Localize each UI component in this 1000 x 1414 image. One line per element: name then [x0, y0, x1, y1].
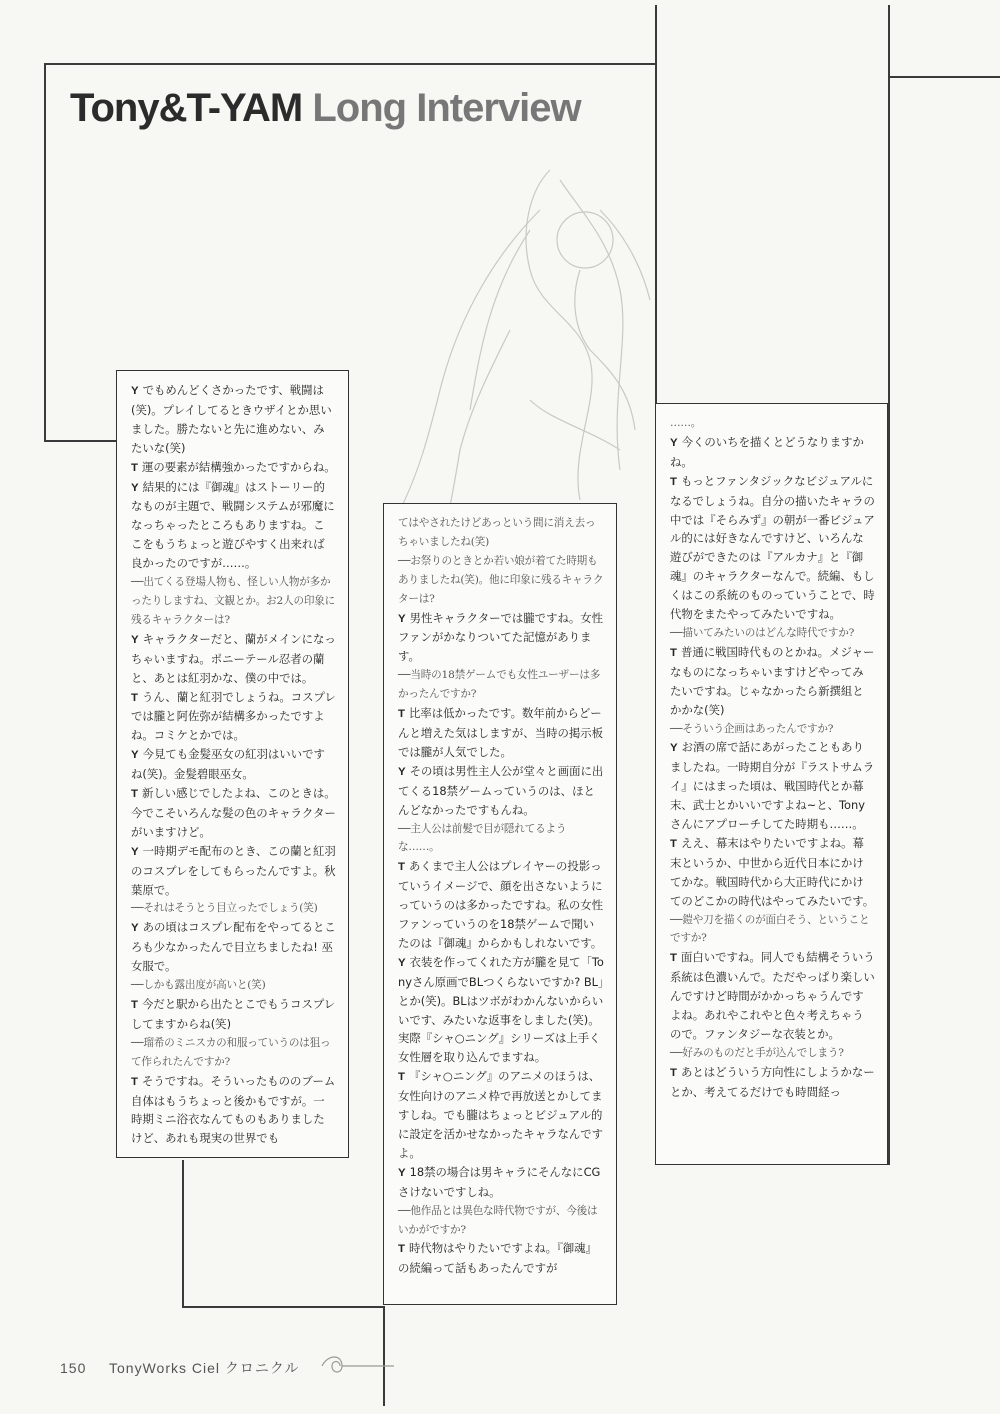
question-paragraph [398, 820, 604, 858]
interview-column-2 [383, 503, 617, 1305]
entry-text: てはやされたけどあっという間に消え去っちゃいましたね(笑) [398, 517, 596, 548]
entry-text: キャラクターだと、蘭がメインになっちゃいますね。ポニーテール忍者の蘭と、あとは紅羽かな、僕の中では。 [131, 631, 336, 685]
answer-paragraph [131, 918, 336, 976]
column-1-entries [131, 381, 336, 1148]
entry-text: ……。 [670, 417, 702, 429]
entry-text: ──それはそうとう目立ったでしょう(笑) [131, 902, 318, 915]
book-title: TonyWorks Ciel クロニクル [109, 1360, 300, 1376]
entry-text: ──好みのものだと手が込んでしまう? [670, 1046, 844, 1059]
interview-column-3 [655, 403, 888, 1165]
entry-text: そうですね。そういったもののブーム自体はもうちょっと後かもですが。一時期ミニ浴衣なんてものもありましたけど、あれも現実の世界でも [131, 1073, 336, 1146]
speaker-label: Y [670, 742, 678, 755]
entry-text: 普通に戦国時代ものとかね。メジャーなものになっちゃいますけどやってみたいですね。じゃなかったら新撰組とかかな(笑) [670, 644, 875, 717]
speaker-label: Y [398, 956, 406, 969]
answer-paragraph [398, 762, 604, 820]
answer-paragraph [131, 381, 336, 458]
question-paragraph [398, 1202, 604, 1240]
answer-paragraph [131, 458, 336, 478]
answer-paragraph [131, 995, 336, 1034]
entry-text: 運の要素が結構強かったですからね。 [141, 459, 336, 474]
speaker-label: Y [131, 922, 139, 935]
speaker-label: T [131, 1075, 138, 1088]
speaker-label: Y [670, 436, 678, 449]
entry-text: お酒の席で話にあがったこともありましたね。一時期自分が『ラストサムライ』にはまった頃は、戦国時代とか幕末、武士とかいいですよね~と、Tonyさんにアプローチしてた時期も……。 [670, 740, 875, 832]
speaker-label: T [131, 788, 138, 801]
speaker-label: Y [131, 845, 139, 858]
entry-text: ──他作品とは異色な時代物ですが、今後はいかがですか? [398, 1204, 598, 1236]
speaker-label: T [131, 999, 138, 1011]
entry-text: あとはどういう方向性にしようかなーとか、考えてるだけでも時間経っ [670, 1064, 875, 1099]
page-footer [60, 1358, 299, 1378]
frame-far-right-line [889, 76, 1000, 78]
entry-text: ──当時の18禁ゲームでも女性ユーザーは多かったんですか? [398, 669, 601, 701]
title-names: Tony&T-YAM [70, 86, 303, 130]
column-2-entries [398, 514, 604, 1278]
answer-paragraph [398, 1067, 604, 1163]
speaker-label: T [398, 708, 405, 721]
answer-paragraph [398, 1239, 604, 1278]
page-number: 150 [60, 1360, 87, 1376]
frame-bottom-line [182, 1306, 384, 1308]
entry-text: もっとファンタジックなビジュアルになるでしょうね。自分の描いたキャラの中では『そらみず』の朝が一番ビジュアル的には好きなんですけど、いろんな遊びができたのは『アルカナ』と『御魂』のキャラクターなんで。続編、もしくはこの系統のものっていうことで、時代物をまたやってみたいですね。 [670, 473, 875, 622]
question-paragraph [670, 624, 875, 643]
answer-paragraph [670, 948, 875, 1044]
question-paragraph [131, 899, 336, 918]
answer-paragraph [670, 643, 875, 720]
question-paragraph [131, 976, 336, 995]
answer-paragraph [670, 738, 875, 834]
entry-text: 新しい感じでしたよね、このときは。今でこそいろんな髪の色のキャラクターがいますけど。 [131, 786, 336, 839]
entry-text: ──出てくる登場人物も、怪しい人物が多かったりしますね、文観とか。お2人の印象に残るキャラクターは? [131, 576, 336, 626]
entry-text: 男性キャラクターでは朧ですね。女性ファンがかなりついてた記憶があります。 [398, 610, 604, 664]
entry-text: 18禁の場合は男キャラにそんなにCGさけないですしね。 [398, 1164, 601, 1199]
answer-paragraph [398, 1163, 604, 1202]
speaker-label: Y [131, 385, 139, 397]
question-paragraph [670, 911, 875, 949]
speaker-label: T [131, 691, 138, 704]
entry-text: 衣装を作ってくれた方が朧を見て「Tonyさん原画でBLつくらないですか? BL」とか(笑)。BLはツボがわかんないからいいです、みたいな返事をしました(笑)。実際『シャ○ニング』シリーズは上手く女性層を取り込んでますね。 [398, 954, 604, 1065]
speaker-label: Y [398, 765, 406, 778]
ornament-swirl [318, 1352, 398, 1380]
entry-text: 一時期デモ配布のとき、この蘭と紅羽のコスプレをしてもらったんですよ。秋葉原で。 [131, 843, 336, 897]
speaker-label: T [398, 1243, 405, 1256]
answer-paragraph [670, 1063, 875, 1102]
speaker-label: T [398, 861, 405, 874]
answer-paragraph [131, 1072, 336, 1149]
entry-text: ──主人公は前髪で目が隠れてるような……。 [398, 822, 567, 854]
answer-paragraph [398, 609, 604, 667]
answer-paragraph [670, 433, 875, 472]
entry-text: ──瑠希のミニスカの和服っていうのは狙って作られたんですか? [131, 1036, 331, 1068]
question-paragraph [398, 552, 604, 609]
frame-mid-line [44, 440, 116, 442]
page-title [70, 86, 581, 131]
answer-paragraph [131, 630, 336, 688]
frame-top-line [44, 63, 656, 65]
question-paragraph [398, 514, 604, 552]
answer-paragraph [670, 834, 875, 911]
answer-paragraph [670, 472, 875, 624]
entry-text: うん、蘭と紅羽でしょうね。コスプレでは朧と阿佐弥が結構多かったですよね。コミケとかでは。 [131, 689, 336, 743]
frame-right-edge-line [888, 5, 890, 1165]
entry-text: 今だと駅から出たとこでもうコスプレしてますからね(笑) [131, 997, 336, 1031]
speaker-label: T [670, 837, 677, 850]
entry-text: 今見ても金髪巫女の紅羽はいいですね(笑)。金髪碧眼巫女。 [131, 747, 325, 782]
question-paragraph [131, 573, 336, 630]
entry-text: その頃は男性主人公が堂々と画面に出てくる18禁ゲームっていうのは、ほとんどなかったですもんね。 [398, 763, 604, 817]
answer-paragraph [398, 704, 604, 762]
question-paragraph [670, 1044, 875, 1063]
entry-text: あくまで主人公はプレイヤーの投影っていうイメージで、顔を出さないようにっていうのは多かったですね。私の女性ファンっていうのを18禁ゲームで聞いたのは『御魂』からかもしれないです。 [398, 859, 604, 950]
entry-text: 時代物はやりたいですよね。『御魂』の続編って話もあったんですが [398, 1241, 597, 1276]
question-paragraph [398, 666, 604, 704]
entry-text: ──鎧や刀を描くのが面白そう、ということですか? [670, 913, 870, 945]
answer-paragraph [398, 857, 604, 953]
answer-paragraph [398, 953, 604, 1067]
entry-text: 比率は低かったです。数年前からどーんと増えた気はしますが、当時の掲示板では朧が人気でした。 [398, 706, 604, 759]
speaker-label: Y [131, 633, 139, 646]
entry-text: ──そういう企画はあったんですか? [670, 722, 834, 735]
answer-paragraph [131, 745, 336, 784]
frame-left-line [44, 63, 46, 441]
speaker-label: T [670, 475, 677, 488]
speaker-label: T [131, 461, 138, 474]
question-paragraph [131, 1034, 336, 1072]
answer-paragraph [131, 688, 336, 746]
title-subtitle: Long Interview [312, 86, 581, 130]
entry-text: ええ、幕末はやりたいですよね。幕末というか、中世から近代日本にかけてかな。戦国時代から大正時代にかけてのどこかの時代はやってみたいです。 [670, 835, 875, 908]
speaker-label: T [670, 952, 677, 965]
speaker-label: T [670, 1066, 677, 1079]
entry-text: ──しかも露出度が高いと(笑) [131, 979, 266, 992]
answer-paragraph [131, 478, 336, 574]
entry-text: 今くのいちを描くとどうなりますかね。 [670, 434, 864, 469]
entry-text: 面白いですね。同人でも結構そういう系統は色濃いんで。ただやっぱり楽しいんですけど時間がかかっちゃうんですよね。あれやこれやと色々考えちゃうので。ファンタジーな衣装とか。 [670, 950, 875, 1041]
answer-paragraph [131, 784, 336, 842]
entry-text: 結果的には『御魂』はストーリー的なものが主題で、戦闘システムが邪魔になっちゃったところもありますね。ここをもうちょっと遊びやすく出来れば良かったのですが……。 [131, 479, 335, 571]
speaker-label: Y [131, 481, 139, 494]
entry-text: ──描いてみたいのはどんな時代ですか? [670, 626, 855, 639]
speaker-label: Y [398, 1166, 406, 1179]
speaker-label: T [398, 1071, 405, 1084]
speaker-label: T [670, 646, 677, 659]
frame-bottom-left-line [182, 1160, 184, 1307]
speaker-label: Y [398, 612, 406, 625]
entry-text: あの頃はコスプレ配布をやってるところも少なかったんで目立ちましたね! 巫女服で。 [131, 920, 336, 974]
speaker-label: Y [131, 749, 139, 762]
column-3-entries [670, 414, 875, 1102]
answer-paragraph [131, 842, 336, 900]
question-paragraph [670, 414, 875, 433]
question-paragraph [670, 720, 875, 739]
interview-column-1 [116, 370, 349, 1158]
entry-text: 『シャ○ニング』のアニメのほうは、女性向けのアニメ枠で再放送とかしてますしね。でも朧はちょっとビジュアル的に設定を活かせなかったキャラなんですよ。 [398, 1069, 604, 1160]
entry-text: ──お祭りのときとか若い娘が着てた時期もありましたね(笑)。他に印象に残るキャラクターは? [398, 554, 604, 605]
entry-text: でもめんどくさかったです、戦闘は(笑)。プレイしてるときウザイとか思いました。勝たないと先に進めない、みたいな(笑) [131, 383, 332, 455]
